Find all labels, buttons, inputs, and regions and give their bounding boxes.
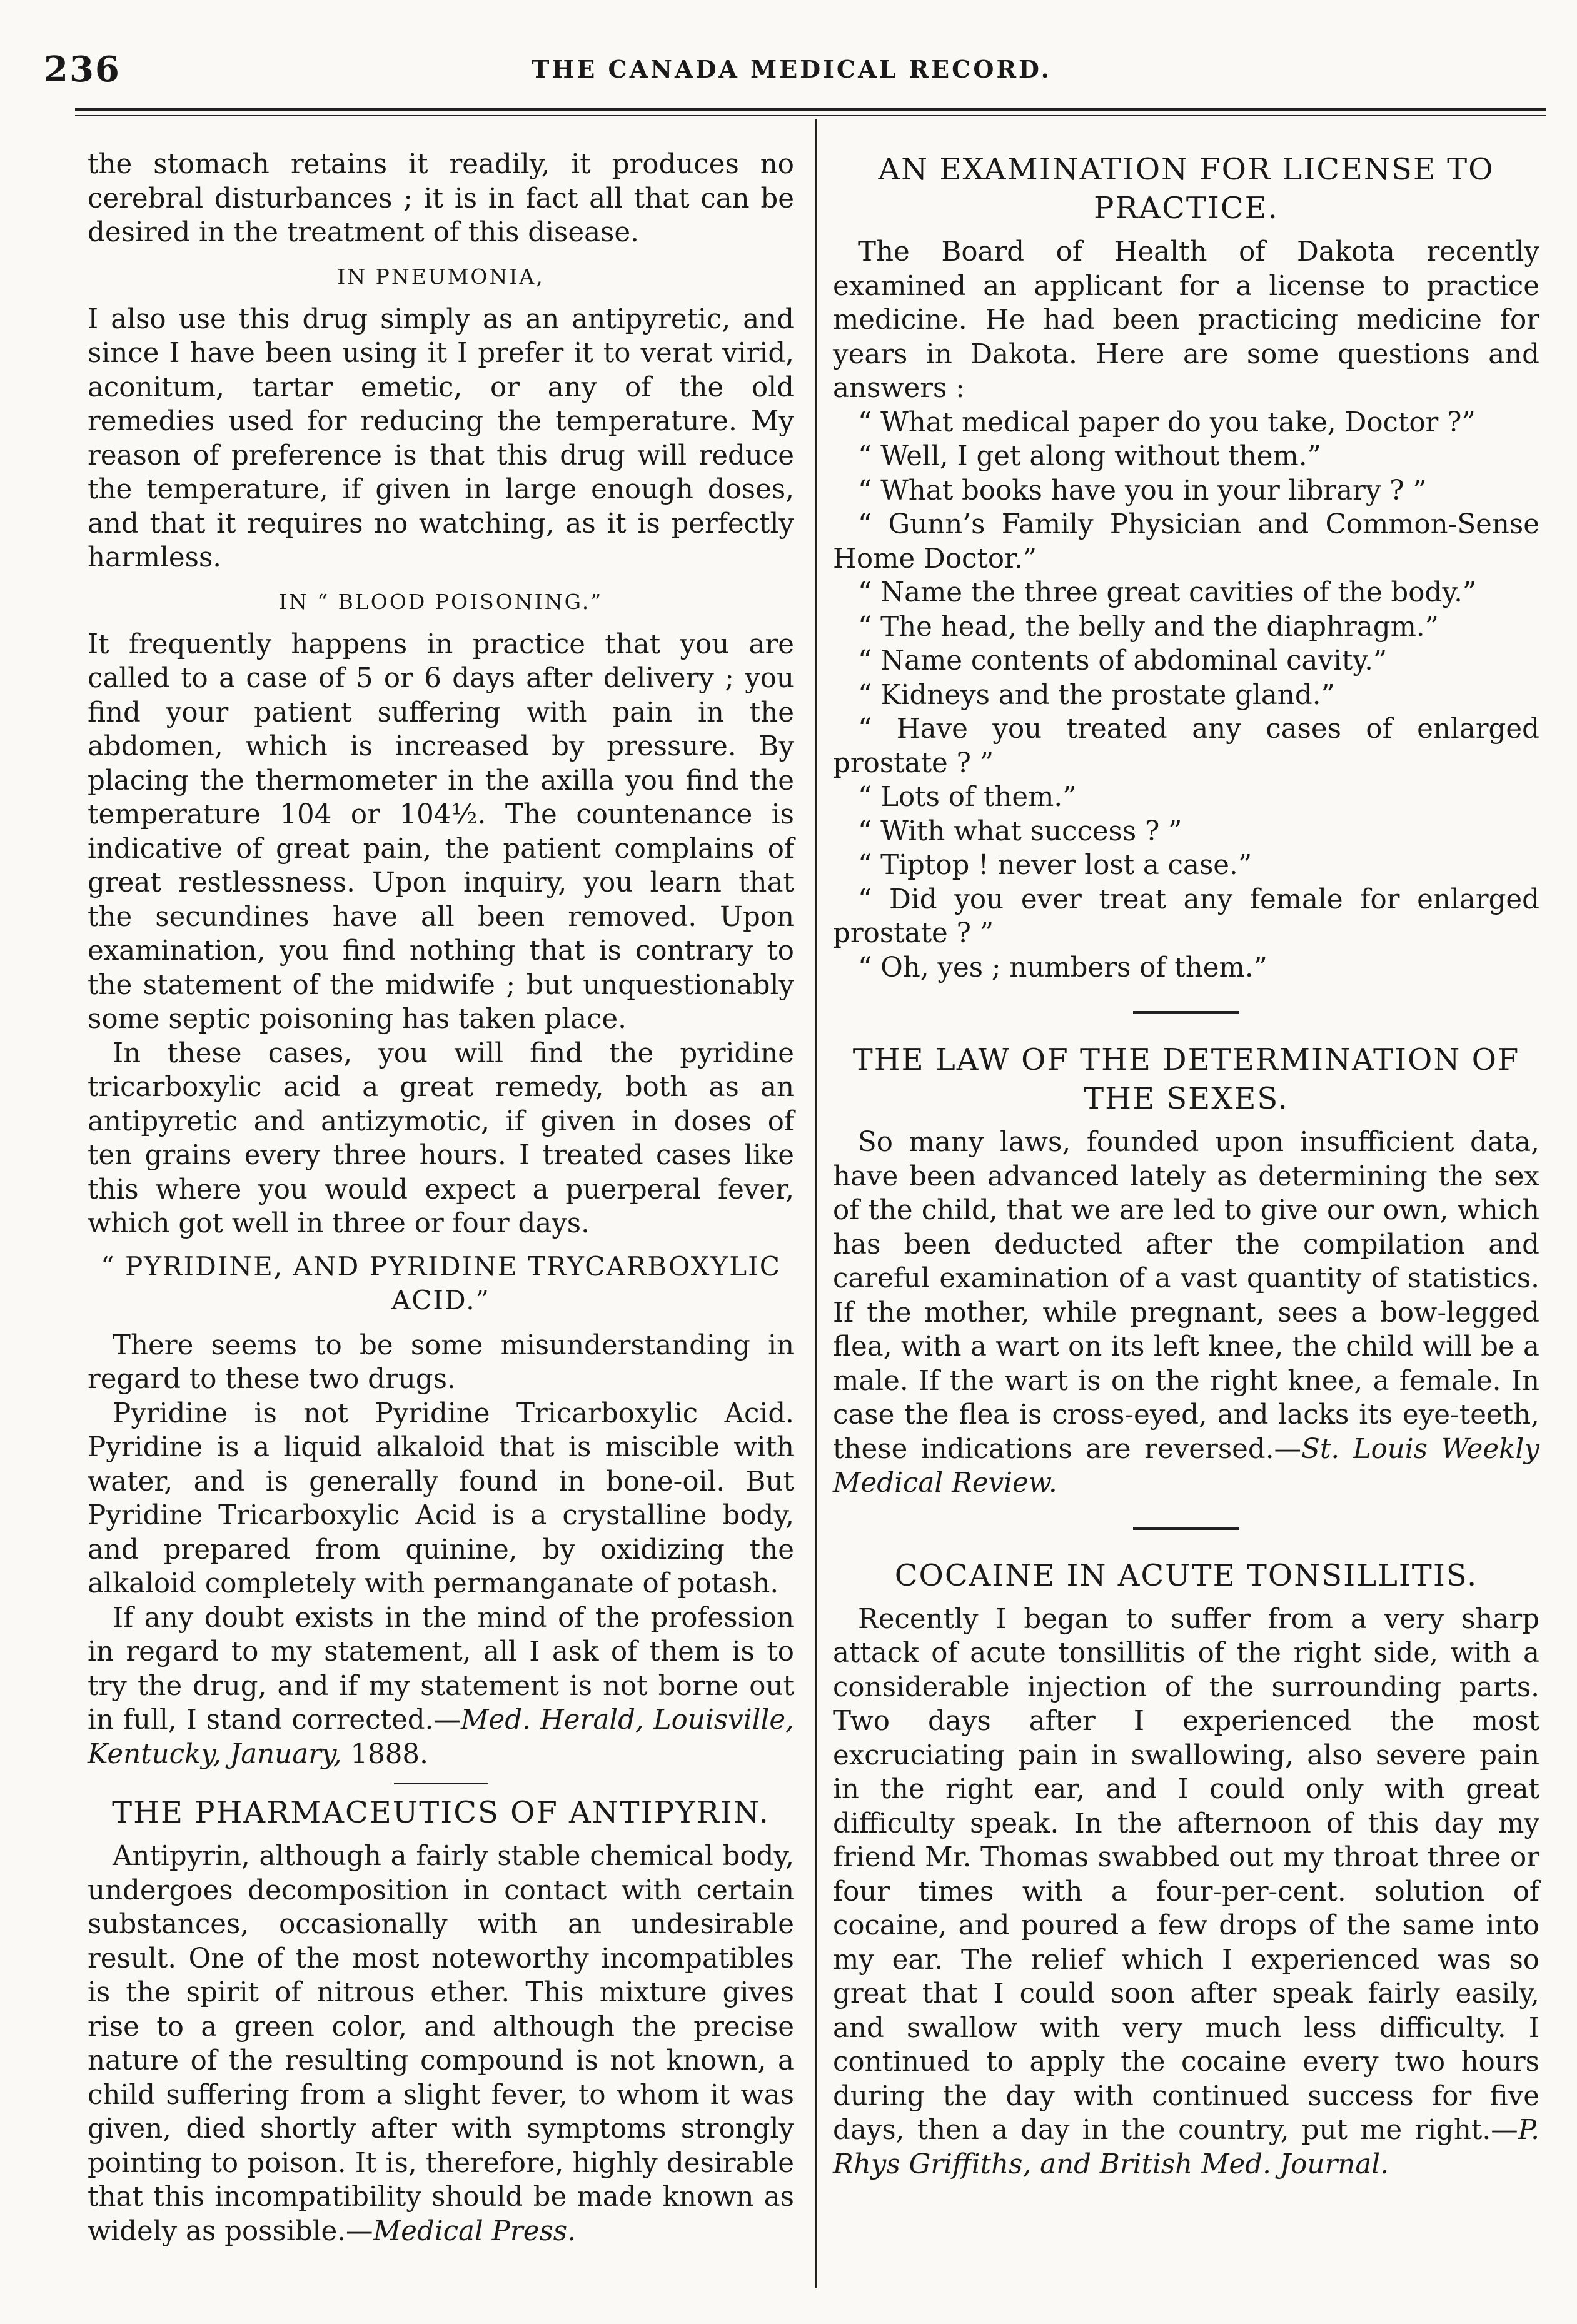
section-subhead: “ PYRIDINE, AND PYRIDINE TRYCARBOXYLIC ACID.” [101,1250,781,1315]
qa-line: “ Kidneys and the prostate gland.” [858,679,1335,711]
qa-line: “ Did you ever treat any female for enlarged prostate ? ” [833,883,1539,949]
paragraph: the stomach retains it readily, it produces no cerebral disturbances ; it is in fact all that can be desired in the treatment of this disease. [88,149,794,248]
paragraph-text: If any doubt exists in the mind of the profession in regard to my statement, all I ask of them is to try the drug, and if my statement is not borne out in full, I stand corrected.— [88,1602,794,1736]
article-title: THE PHARMACEUTICS OF ANTIPYRIN. [112,1795,770,1830]
qa-line: “ Tiptop ! never lost a case.” [858,850,1252,881]
qa-line: “ Oh, yes ; numbers of them.” [858,952,1267,983]
qa-line: “ Well, I get along without them.” [858,441,1321,472]
journal-title: THE CANADA MEDICAL RECORD. [532,55,1052,83]
paragraph: In these cases, you will find the pyridine tricarboxylic acid a great remedy, both as an antipyretic and antizymotic, if given in doses of ten grains every three hours. I treated cases like this where you would expect a puerperal fever, which got well in three or four days. [88,1037,794,1239]
section-subhead: IN PNEUMONIA, [337,264,545,289]
running-header [44,49,1539,99]
paragraph [833,1125,1539,1501]
column-divider [815,119,817,2288]
article-separator [1133,1011,1239,1014]
qa-line: “ Lots of them.” [858,782,1077,813]
paragraph: Pyridine is not Pyridine Tricarboxylic Acid. Pyridine is a liquid alkaloid that is miscible with water, and is generally found in bone-oil. But Pyridine Tricarboxylic Acid is a crystalline body, and prepared from quinine, by oxidizing the alkaloid completely with permanganate of potash. [88,1397,794,1599]
qa-line: “ Gunn’s Family Physician and Common-Sense Home Doctor.” [833,509,1539,575]
citation: St. Louis Weekly Medical Review. [833,1433,1539,1499]
citation: Med. Herald, Louisville, Kentucky, January, [88,1704,794,1770]
section-subhead: IN “ BLOOD POISONING.” [278,589,603,614]
qa-line: “ What books have you in your library ? ” [858,475,1427,506]
article-title: COCAINE IN ACUTE TONSILLITIS. [894,1557,1478,1593]
citation: Medical Press. [373,2215,576,2247]
paragraph: I also use this drug simply as an antipyretic, and since I have been using it I prefer it to verat virid, aconitum, tartar emetic, or any of the old remedies used for reducing the temperature. My reason of preference is that this drug will reduce the temperature, if given in large enough doses, and that it requires no watching, as it is perfectly harmless. [88,303,794,573]
paragraph-text: Recently I began to suffer from a very sharp attack of acute tonsillitis of the right side, with a considerable injection of the surrounding parts. Two days after I experienced the most excruciating pain in swallowing, also severe pain in the right ear, and I could only with great difficulty speak. In the afternoon of this day my friend Mr. Thomas swabbed out my throat three or four times with a four-per-cent. solution of cocaine, and poured a few drops of the same into my ear. The relief which I experienced was so great that I could soon after speak fairly easily, and swallow with very much less difficulty. I continued to apply the cocaine every two hours during the day with continued success for five days, then a day in the country, put me right.— [833,1603,1539,2146]
paragraph: It frequently happens in practice that you are called to a case of 5 or 6 days after delivery ; you find your patient suffering with pain in the abdomen, which is increased by pressure. By placing the thermometer in the axilla you find the temperature 104 or 104½. The countenance is indicative of great pain, the patient complains of great restlessness. Upon inquiry, you learn that the secundines have all been removed. Upon examination, you find nothing that is contrary to the statement of the midwife ; but unquestionably some septic poisoning has taken place. [88,628,794,1035]
header-rule-thin [75,115,1546,116]
citation-year: 1888. [341,1738,428,1770]
qa-line: “ With what success ? ” [858,815,1182,847]
qa-line: “ Name contents of abdominal cavity.” [858,645,1388,677]
paragraph-text: So many laws, founded upon insufficient data, have been advanced lately as determining the sex of the child, that we are led to give our own, which has been deducted after the compilation and careful examination of a vast quantity of statistics. If the mother, while pregnant, sees a bow-legged flea, with a wart on its left knee, the child will be a male. If the wart is on the right knee, a female. In case the flea is cross-eyed, and lacks its eye-teeth, these indications are reversed.— [833,1127,1539,1465]
article-title: THE LAW OF THE DETERMINATION OF THE SEXES. [852,1042,1520,1116]
article-separator [1133,1527,1239,1530]
qa-line: “ Name the three great cavities of the body.” [858,577,1477,608]
right-column [833,148,1539,2181]
paragraph [88,1601,794,1772]
citation: P. Rhys Griffiths, and British Med. Journal. [833,2115,1539,2180]
header-rule [75,108,1546,111]
page-number: 236 [44,49,121,90]
article-title: AN EXAMINATION FOR LICENSE TO PRACTICE. [878,152,1494,226]
left-column [88,148,794,2248]
qa-line: “ What medical paper do you take, Doctor ?” [858,406,1476,438]
paragraph [833,1602,1539,2182]
paragraph-text: Antipyrin, although a fairly stable chemical body, undergoes decomposition in contact with certain substances, occasionally with an undesirable result. One of the most noteworthy incompatibles is the spirit of nitrous ether. This mixture gives rise to a green color, and although the precise nature of the resulting compound is not known, a child suffering from a slight fever, to whom it was given, died shortly after with symptoms strongly pointing to poison. It is, therefore, highly desirable that this incompatibility should be made known as widely as possible.— [88,1841,794,2247]
paragraph [88,1839,794,2248]
qa-line: “ The head, the belly and the diaphragm.” [858,611,1439,643]
article-separator [394,1783,488,1784]
qa-list [833,406,1539,985]
qa-line: “ Have you treated any cases of enlarged prostate ? ” [833,713,1539,779]
paragraph: There seems to be some misunderstanding in regard to these two drugs. [88,1329,794,1395]
paragraph: The Board of Health of Dakota recently examined an applicant for a license to practice medicine. He had been practicing medicine for years in Dakota. Here are some questions and answers : [833,236,1539,404]
